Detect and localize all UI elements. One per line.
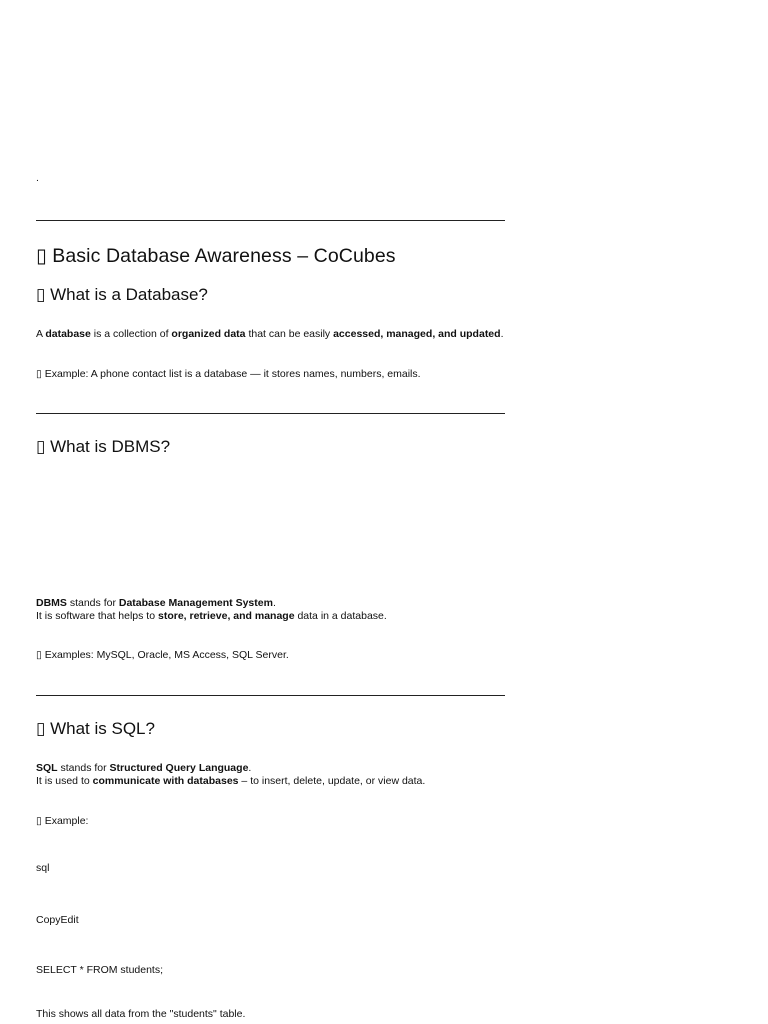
missing-glyph-icon: ▯ — [36, 815, 42, 827]
copy-edit-button[interactable]: CopyEdit — [36, 914, 79, 926]
code-language-label: sql — [36, 862, 50, 874]
database-example: ▯ Example: A phone contact list is a database — it stores names, numbers, emails. — [36, 368, 421, 380]
heading-what-is-database: ▯ What is a Database? — [36, 285, 208, 304]
heading-what-is-dbms: ▯ What is DBMS? — [36, 437, 171, 456]
missing-glyph-icon: ▯ — [36, 368, 42, 380]
missing-glyph-icon: ▯ — [36, 285, 46, 304]
missing-glyph-icon: ▯ — [36, 437, 46, 456]
heading-what-is-sql: ▯ What is SQL? — [36, 719, 155, 738]
stray-dot: . — [36, 172, 39, 184]
sql-code-line: SELECT * FROM students; — [36, 964, 164, 976]
divider — [36, 413, 505, 414]
dbms-definition: DBMS stands for Database Management System. It is software that helps to store, retrieve, and manage data in a database. — [36, 597, 387, 622]
divider — [36, 695, 505, 696]
sql-example-note: This shows all data from the "students" table. — [36, 1008, 246, 1020]
divider — [36, 220, 505, 221]
page-title — [36, 244, 396, 268]
missing-glyph-icon: ▯ — [36, 245, 47, 267]
missing-glyph-icon: ▯ — [36, 719, 46, 738]
page-title-text: Basic Database Awareness – CoCubes — [52, 245, 396, 267]
sql-definition: SQL stands for Structured Query Language. It is used to communicate with databases – to insert, delete, update, or view data. — [36, 762, 426, 787]
missing-glyph-icon: ▯ — [36, 649, 42, 661]
database-definition: A database is a collection of organized data that can be easily accessed, managed, and updated. — [36, 328, 504, 340]
dbms-example: ▯ Examples: MySQL, Oracle, MS Access, SQL Server. — [36, 649, 289, 661]
sql-example-label: ▯ Example: — [36, 815, 89, 827]
